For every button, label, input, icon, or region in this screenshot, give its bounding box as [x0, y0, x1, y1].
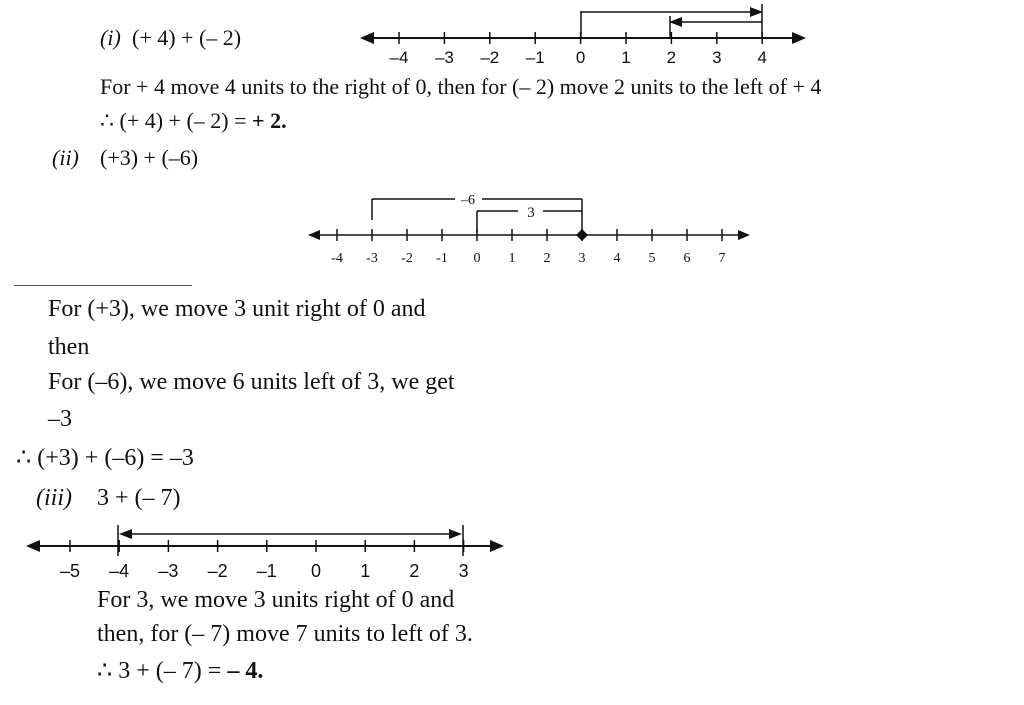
- part2-line-2: then: [48, 334, 90, 360]
- number-line-3-tick-label: 2: [409, 561, 420, 581]
- part3-line-2: then, for (– 7) move 7 units to left of 3.: [97, 621, 473, 647]
- part2-line-3: For (–6), we move 6 units left of 3, we get: [48, 369, 455, 395]
- number-line-3-tick-label: –4: [109, 561, 130, 581]
- number-line-3-tick-label: –3: [158, 561, 179, 581]
- number-line-3-tick-label: 3: [458, 561, 469, 581]
- part1-expression: (+ 4) + (– 2): [132, 25, 242, 50]
- part2-number: (ii): [52, 145, 79, 170]
- part1-number: (i): [100, 25, 121, 50]
- number-line-1-tick-label: 1: [621, 48, 631, 67]
- number-line-1-tick-label: 4: [757, 48, 767, 67]
- number-line-3-tick-label: –2: [207, 561, 228, 581]
- number-line-1-tick-label: –2: [480, 48, 500, 67]
- part3-number: (iii): [36, 485, 72, 511]
- number-line-1-tick-label: 0: [575, 48, 586, 67]
- number-line-2-tick-label: 6: [683, 251, 691, 266]
- number-line-1-tick-label: –1: [525, 48, 545, 67]
- number-line-1-tick-label: 2: [666, 48, 677, 67]
- bracket-3-label: 3: [527, 205, 535, 221]
- part3-expression: 3 + (– 7): [97, 485, 181, 511]
- part3-result-value: – 4.: [227, 658, 264, 684]
- number-line-2-tick-label: 7: [718, 251, 726, 266]
- number-line-1-tick-label: –3: [434, 48, 454, 67]
- number-line-2-tick-label: -4: [331, 251, 343, 266]
- number-line-2-tick-label: 2: [543, 251, 551, 266]
- number-line-3-right-arrow: [490, 540, 504, 552]
- number-line-2-tick-label: 4: [613, 251, 621, 266]
- part1-result-prefix: ∴ (+ 4) + (– 2) =: [100, 108, 253, 133]
- number-line-2-tick-label: 3: [578, 251, 586, 266]
- number-line-2-tick-label: 0: [473, 251, 481, 266]
- part3-result: [97, 659, 263, 683]
- span-arrowhead-right: [449, 529, 462, 539]
- part3-result-prefix: ∴ 3 + (– 7) =: [97, 658, 228, 684]
- number-line-3-tick-label: 1: [360, 561, 371, 581]
- part2-line-4: –3: [48, 406, 72, 432]
- part2-expression: (+3) + (–6): [100, 145, 199, 170]
- number-line-2-tick-label: -3: [366, 251, 378, 266]
- part3-line-1: For 3, we move 3 units right of 0 and: [97, 587, 455, 613]
- part2-line-1: For (+3), we move 3 unit right of 0 and: [48, 296, 426, 322]
- number-line-1-tick-label: 3: [712, 48, 722, 67]
- number-line-3-left-arrow: [26, 540, 40, 552]
- number-line-2-tick-label: -2: [401, 251, 413, 266]
- bracket-minus6-label: –6: [461, 193, 475, 208]
- number-line-3-tick-label: 0: [310, 561, 322, 581]
- number-line-2-tick-label: 1: [508, 251, 516, 266]
- part2-result: ∴ (+3) + (–6) = –3: [16, 445, 194, 471]
- number-line-3-tick-label: –1: [256, 561, 277, 581]
- number-line-1-tick-label: –4: [389, 48, 409, 67]
- number-line-2-tick-label: 5: [648, 251, 656, 266]
- part1-result-value: + 2.: [252, 108, 287, 133]
- number-line-2-tick-label: -1: [436, 251, 448, 266]
- number-line-3-tick-label: –5: [59, 561, 81, 581]
- span-arrowhead-left: [119, 529, 132, 539]
- part1-explanation: For + 4 move 4 units to the right of 0, then for (– 2) move 2 units to the left of + 4: [100, 74, 822, 99]
